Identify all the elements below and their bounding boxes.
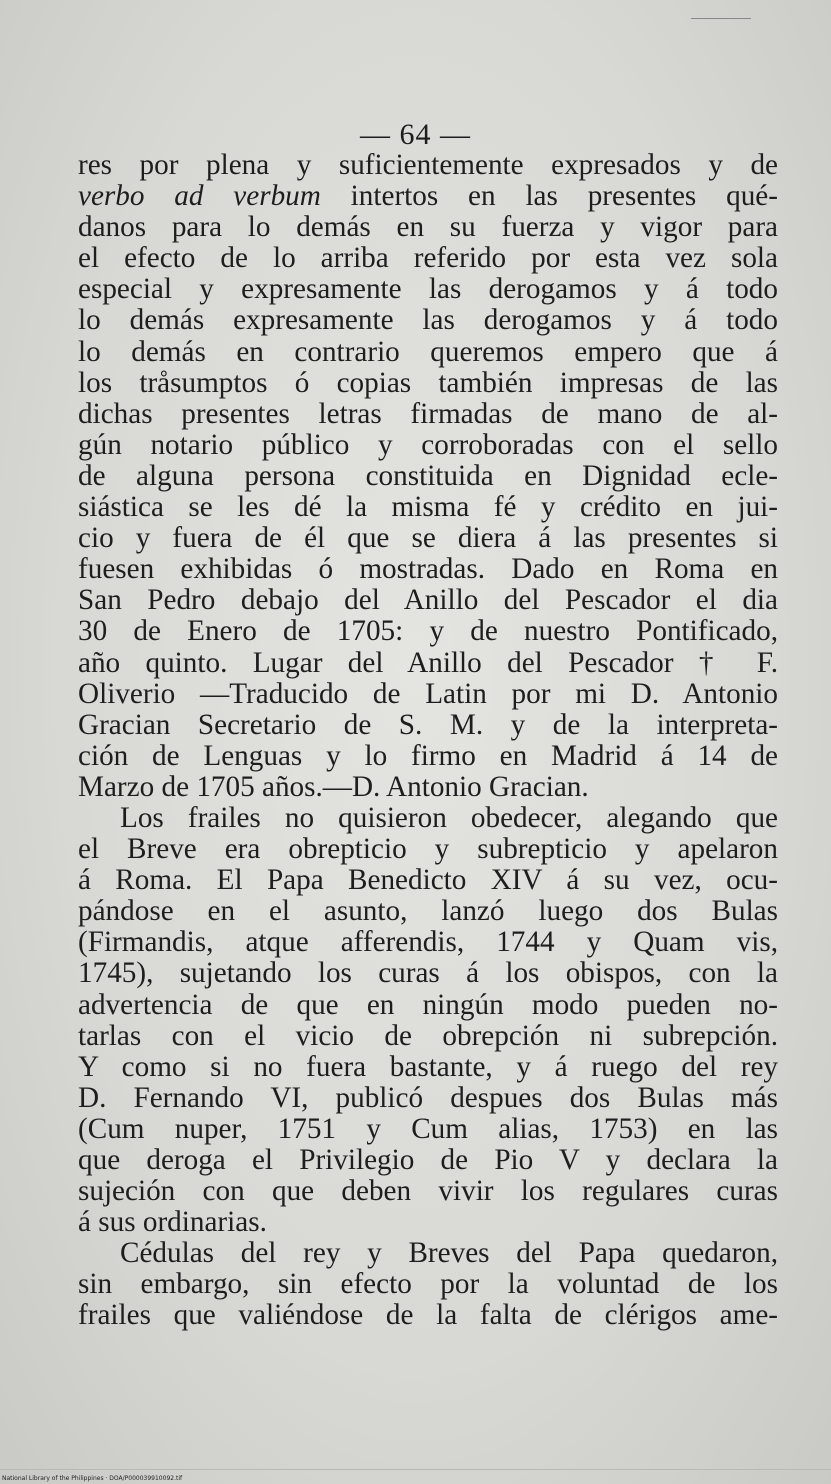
- text-line: danos para lo demás en su fuerza y vigor para: [78, 211, 778, 244]
- italic-phrase: verbo ad verbum: [78, 180, 321, 213]
- text-line: San Pedro debajo del Anillo del Pescador el dia: [78, 584, 778, 617]
- text-line: frailes que valiéndose de la falta de clérigos ame-: [78, 1299, 778, 1332]
- text-line: fuesen exhibidas ó mostradas. Dado en Roma en: [78, 553, 778, 586]
- text-line: Cédulas del rey y Breves del Papa quedaron,: [120, 1237, 778, 1270]
- text-line: tarlas con el vicio de obrepción ni subrepción.: [78, 1019, 778, 1052]
- text-line: Gracian Secretario de S. M. y de la interpreta-: [78, 708, 778, 741]
- text-line: 30 de Enero de 1705: y de nuestro Pontificado,: [78, 615, 778, 648]
- text-line: siástica se les dé la misma fé y crédito en jui-: [78, 491, 778, 524]
- text-line-rest: intertos en las presentes qué-: [320, 180, 778, 213]
- text-line: D. Fernando VI, publicó despues dos Bulas más: [78, 1081, 778, 1114]
- text-line: lo demás en contrario queremos empero que á: [78, 335, 778, 368]
- text-line: lo demás expresamente las derogamos y á todo: [78, 304, 778, 337]
- text-line: el Breve era obrepticio y subrepticio y apelaron: [78, 833, 778, 866]
- text-line: Marzo de 1705 años.—D. Antonio Gracian.: [78, 770, 589, 803]
- text-line: pándose en el asunto, lanzó luego dos Bulas: [78, 895, 778, 928]
- text-line: (Firmandis, atque afferendis, 1744 y Quam vis,: [78, 926, 778, 959]
- text-line: sin embargo, sin efecto por la voluntad de los: [78, 1268, 778, 1301]
- text-line: Y como si no fuera bastante, y á ruego del rey: [78, 1050, 778, 1083]
- text-line: [78, 181, 778, 212]
- bottom-rule: [0, 1469, 831, 1470]
- text-line: 1745), sujetando los curas á los obispos, con la: [78, 957, 778, 990]
- text-line: gún notario público y corroboradas con el sello: [78, 428, 778, 461]
- page-number: — 64 —: [360, 118, 471, 151]
- text-line: que deroga el Privilegio de Pio V y declara la: [78, 1144, 778, 1176]
- text-line: res por plena y suficientemente expresados y de: [78, 149, 778, 181]
- text-line: ción de Lenguas y lo firmo en Madrid á 14 de: [78, 739, 778, 772]
- text-line: á Roma. El Papa Benedicto XIV á su vez, ocu-: [78, 864, 778, 897]
- text-line: advertencia de que en ningún modo pueden no-: [78, 988, 778, 1021]
- text-line: cio y fuera de él que se diera á las presentes si: [78, 522, 778, 555]
- text-line: á sus ordinarias.: [78, 1206, 267, 1239]
- text-line: (Cum nuper, 1751 y Cum alias, 1753) en las: [78, 1112, 778, 1145]
- body-text: [78, 150, 778, 1332]
- text-line: los tråsumptos ó copias también impresas de las: [78, 366, 778, 399]
- text-line: especial y expresamente las derogamos y á todo: [78, 273, 778, 306]
- text-line: el efecto de lo arriba referido por esta vez sola: [78, 242, 778, 275]
- text-line: de alguna persona constituida en Dignidad ecle-: [78, 459, 778, 492]
- top-rule: [691, 18, 751, 19]
- text-line: sujeción con que deben vivir los regulares curas: [78, 1175, 778, 1208]
- footer-credit: National Library of the Philippines · DOA/P000039910092.tif: [2, 1475, 183, 1482]
- text-line: dichas presentes letras firmadas de mano de al-: [78, 397, 778, 430]
- text-line: año quinto. Lugar del Anillo del Pescador † F.: [78, 646, 778, 679]
- text-line: Oliverio —Traducido de Latin por mi D. Antonio: [78, 677, 778, 710]
- text-line: Los frailes no quisieron obedecer, alegando que: [120, 801, 778, 834]
